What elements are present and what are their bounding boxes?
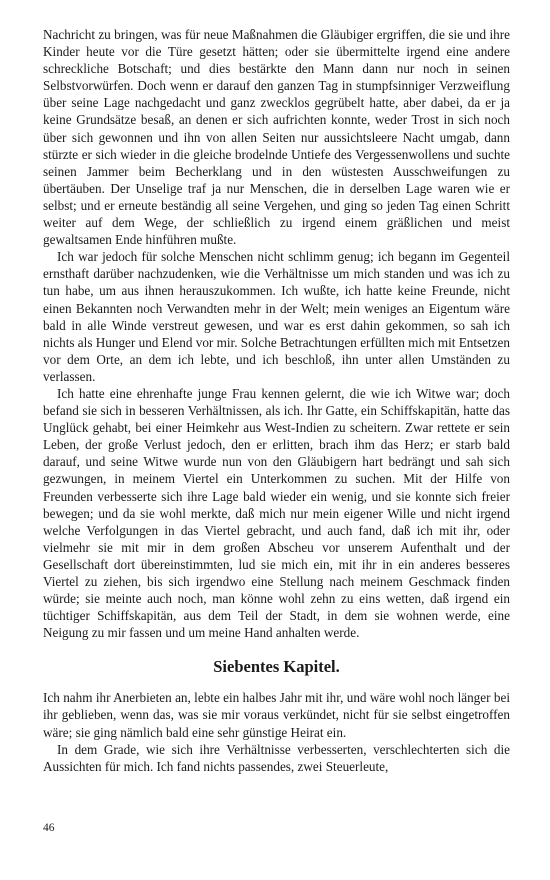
chapter-heading: Siebentes Kapitel. — [213, 657, 340, 677]
book-page — [43, 26, 510, 775]
paragraph-5: In dem Grade, wie sich ihre Verhältnisse verbesserten, verschlechterten sich die Aussichten für mich. Ich fand nichts passendes, zwei Steuerleute, — [43, 741, 510, 774]
paragraph-3: Ich hatte eine ehrenhafte junge Frau kennen gelernt, die wie ich Witwe war; doch befand sie sich in besseren Verhältnissen, als ich. Ihr Gatte, ein Schiffskapitän, hatte das Unglück gehabt, bei einer Heimkehr aus West-Indien zu scheitern. Zwar rettete er sein Leben, der große Verlust jedoch, den er erlitten, brach ihm das Herz; er starb bald darauf, und seine Witwe wurde nun von den Gläubigern hart bedrängt und sah sich gezwungen, in meinem Viertel ein Unterkommen zu suchen. Mit der Hilfe von Freunden verbesserte sich ihre Lage bald wieder ein wenig, und sie konnte sich freier bewegen; und da sie wohl merkte, daß mich nur mein eigener Wille und nicht irgend welche Verfolgungen in das Viertel gebracht, und auch fand, daß ich mit ihr, oder vielmehr sie mit mir in dem großen Abscheu vor unserem Aufenthalt und der Gesellschaft dort übereinstimmten, lud sie mich ein, mit ihr in ein anderes besseres Viertel zu ziehen, bis sich irgendwo eine Stellung nach meinem Geschmack finden würde; sie meinte auch noch, man könne wohl zehn zu eins wetten, daß irgend ein tüchtiger Schiffskapitän, aus dem Teil der Stadt, in dem sie wohnen werde, eine Neigung zu mir fassen und um meine Hand anhalten werde. — [43, 385, 510, 641]
paragraph-1: Nachricht zu bringen, was für neue Maßnahmen die Gläubiger ergriffen, die sie und ihre Kinder heute vor die Türe gesetzt hätten; oder sie übermittelte irgend eine andere schreckliche Botschaft; und dies bestärkte den Mann dann nur noch in seinen Selbstvorwürfen. Doch wenn er darauf den ganzen Tag in stumpfsinniger Verzweiflung über seine Lage nachgedacht und ganz zwecklos gegrübelt hatte, aber dabei, da er ja keine Grundsätze besaß, an denen er sich aufrichten konnte, weder Trost in sich noch über sich gewonnen und ihn von allen Seiten nur aussichtsleere Nacht umgab, dann stürzte er sich wieder in die gleiche brodelnde Untiefe des Vergessenwollens und suchte seinen Jammer beim Becherklang und in den wüstesten Ausschweifungen zu übertäuben. Der Unselige traf ja nur Menschen, die in derselben Lage waren wie er selbst; und er erneute beständig all seine Vergehen, und ging so jeden Tag einen Schritt weiter auf dem Wege, der schließlich zu irgend einem gräßlichen und meist gewaltsamen Ende hinführen mußte. — [43, 27, 510, 248]
paragraph-2: Ich war jedoch für solche Menschen nicht schlimm genug; ich begann im Gegenteil ernsthaft darüber nachzudenken, wie die Verhältnisse um mich standen und was ich zu tun habe, um aus ihnen herauszukommen. Ich wußte, ich hatte keine Freunde, nicht einen Bekannten noch Verwandten mehr in der Welt; mein weniges an Eigentum wäre bald in alle Winde verstreut gewesen, und war es erst dahin gekommen, so sah ich nichts als Hunger und Elend vor mir. Solche Betrachtungen erfüllten mich mit Entsetzen vor dem Orte, an dem ich lebte, und ich beschloß, ihn unter allen Umständen zu verlassen. — [43, 249, 510, 384]
paragraph-4: Ich nahm ihr Anerbieten an, lebte ein halbes Jahr mit ihr, und wäre wohl noch länger bei ihr geblieben, wenn das, was sie mir voraus verkündet, nicht für sie selbst eingetroffen wäre; sie ging nämlich bald eine sehr günstige Heirat ein. — [43, 690, 510, 740]
page-number: 46 — [43, 822, 55, 834]
